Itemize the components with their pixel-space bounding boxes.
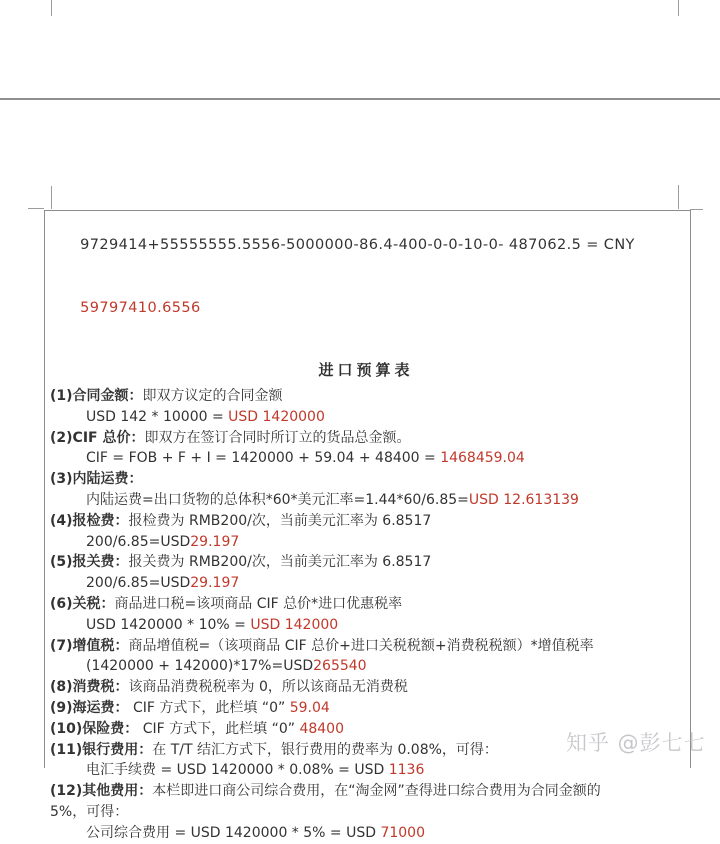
item-text: CIF 方式下，此栏填 “0” — [128, 699, 290, 716]
item-label: 报检费： — [72, 512, 129, 529]
item-text: 电汇手续费 = USD 1420000 * 0.08% = USD — [86, 762, 389, 779]
item-label: 内陆运费： — [72, 471, 143, 488]
item-text: CIF 方式下，此栏填 “0” — [138, 720, 300, 737]
item-text: 200/6.85=USD — [86, 575, 191, 592]
doc-line — [50, 698, 682, 719]
page1-margin-mark-right — [678, 0, 679, 16]
doc-line — [50, 615, 682, 636]
item-value-red: USD 1420000 — [228, 408, 325, 425]
item-number: (4) — [50, 512, 73, 529]
item-number: (11) — [50, 741, 83, 758]
item-value-red: USD 12.613139 — [468, 491, 579, 508]
page2-margin-mark-right — [678, 185, 679, 209]
page-break-line — [0, 98, 720, 100]
item-value-red: 59.04 — [289, 699, 330, 716]
item-number: (1) — [50, 388, 73, 404]
doc-line — [50, 573, 682, 594]
item-text: 在 T/T 结汇方式下，银行费用的费率为 0.08%，可得： — [152, 741, 498, 758]
page1-margin-mark-left — [51, 0, 52, 16]
table-cell — [44, 210, 691, 841]
doc-line — [50, 552, 682, 573]
summary-formula-result-line — [50, 277, 682, 340]
item-label: 增值税： — [72, 637, 129, 654]
item-text: 200/6.85=USD — [86, 533, 191, 550]
item-text: 该商品消费税税率为 0，所以该商品无消费税 — [128, 679, 408, 696]
doc-line — [50, 490, 682, 511]
item-number: (12) — [50, 783, 83, 800]
doc-line — [50, 656, 682, 677]
item-label: CIF 总价： — [72, 429, 145, 446]
doc-line — [50, 469, 682, 490]
item-text: 报检费为 RMB200/次，当前美元汇率为 6.8517 — [128, 512, 432, 529]
item-number: (5) — [50, 554, 73, 571]
item-text: 商品增值税=（该项商品 CIF 总价+进口关税税额+消费税税额）*增值税率 — [128, 637, 594, 654]
item-label: 银行费用： — [82, 741, 153, 758]
item-value-red: 1468459.04 — [440, 450, 525, 467]
item-number: (6) — [50, 595, 73, 612]
item-text: 即双方议定的合同金额 — [142, 388, 283, 404]
item-value-red: 1136 — [388, 762, 425, 779]
doc-line — [50, 532, 682, 553]
doc-line — [50, 511, 682, 532]
doc-line — [50, 407, 682, 428]
doc-line — [50, 760, 682, 781]
item-text: 内陆运费=出口货物的总体积*60*美元汇率=1.44*60/6.85= — [86, 491, 469, 508]
item-text: 报关费为 RMB200/次，当前美元汇率为 6.8517 — [128, 554, 432, 571]
item-number: (9) — [50, 699, 73, 716]
item-label: 保险费： — [82, 720, 139, 737]
doc-line — [50, 386, 682, 407]
item-label: 报关费： — [72, 554, 129, 571]
item-label: 其他费用： — [82, 783, 153, 800]
page2-margin-mark-left — [51, 186, 52, 209]
summary-formula-line — [50, 214, 682, 277]
watermark: 知乎 @彭七七 — [566, 731, 706, 755]
doc-line — [50, 448, 682, 469]
doc-title: 进口预算表 — [318, 361, 414, 379]
item-number: (8) — [50, 679, 73, 696]
item-number: (3) — [50, 471, 73, 488]
item-value-red: 71000 — [380, 824, 425, 841]
item-value-red: 265540 — [313, 658, 367, 675]
item-number: (2) — [50, 429, 73, 446]
doc-line — [50, 781, 682, 802]
item-text: USD 142 * 10000 = — [86, 408, 229, 425]
item-label: 消费税： — [72, 679, 129, 696]
item-text: 5%，可得： — [50, 803, 129, 820]
item-label: 合同金额： — [72, 388, 143, 404]
budget-item-list — [50, 386, 682, 844]
item-label: 关税： — [72, 595, 115, 612]
summary-formula-text: 9729414+55555555.5556-5000000-86.4-400-0-0-10-0- 487062.5 = CNY — [80, 237, 635, 253]
summary-formula-result: 59797410.6556 — [80, 300, 201, 316]
item-value-red: 48400 — [299, 720, 344, 737]
item-value-red: 29.197 — [190, 575, 240, 592]
doc-line — [50, 594, 682, 615]
item-text: 即双方在签订合同时所订立的货品总金额。 — [144, 429, 411, 446]
doc-line — [50, 636, 682, 657]
item-text: 商品进口税=该项商品 CIF 总价*进口优惠税率 — [114, 595, 403, 612]
item-number: (10) — [50, 720, 83, 737]
table-gridline-mark-left — [28, 208, 44, 209]
item-text: 公司综合费用 = USD 1420000 * 5% = USD — [86, 824, 381, 841]
doc-line — [50, 823, 682, 844]
item-number: (7) — [50, 637, 73, 654]
item-value-red: 29.197 — [190, 533, 240, 550]
item-value-red: USD 142000 — [250, 616, 339, 633]
doc-line — [50, 677, 682, 698]
item-text: CIF = FOB + F + I = 1420000 + 59.04 + 48400 = — [86, 450, 441, 467]
table-gridline-mark-right — [690, 209, 703, 210]
doc-line — [50, 802, 682, 823]
item-text: (1420000 + 142000)*17%=USD — [86, 658, 314, 675]
item-label: 海运费： — [72, 699, 129, 716]
item-text: USD 1420000 * 10% = — [86, 616, 251, 633]
item-text: 本栏即进口商公司综合费用，在“淘金网”查得进口综合费用为合同金额的 — [152, 783, 601, 800]
doc-line — [50, 428, 682, 449]
